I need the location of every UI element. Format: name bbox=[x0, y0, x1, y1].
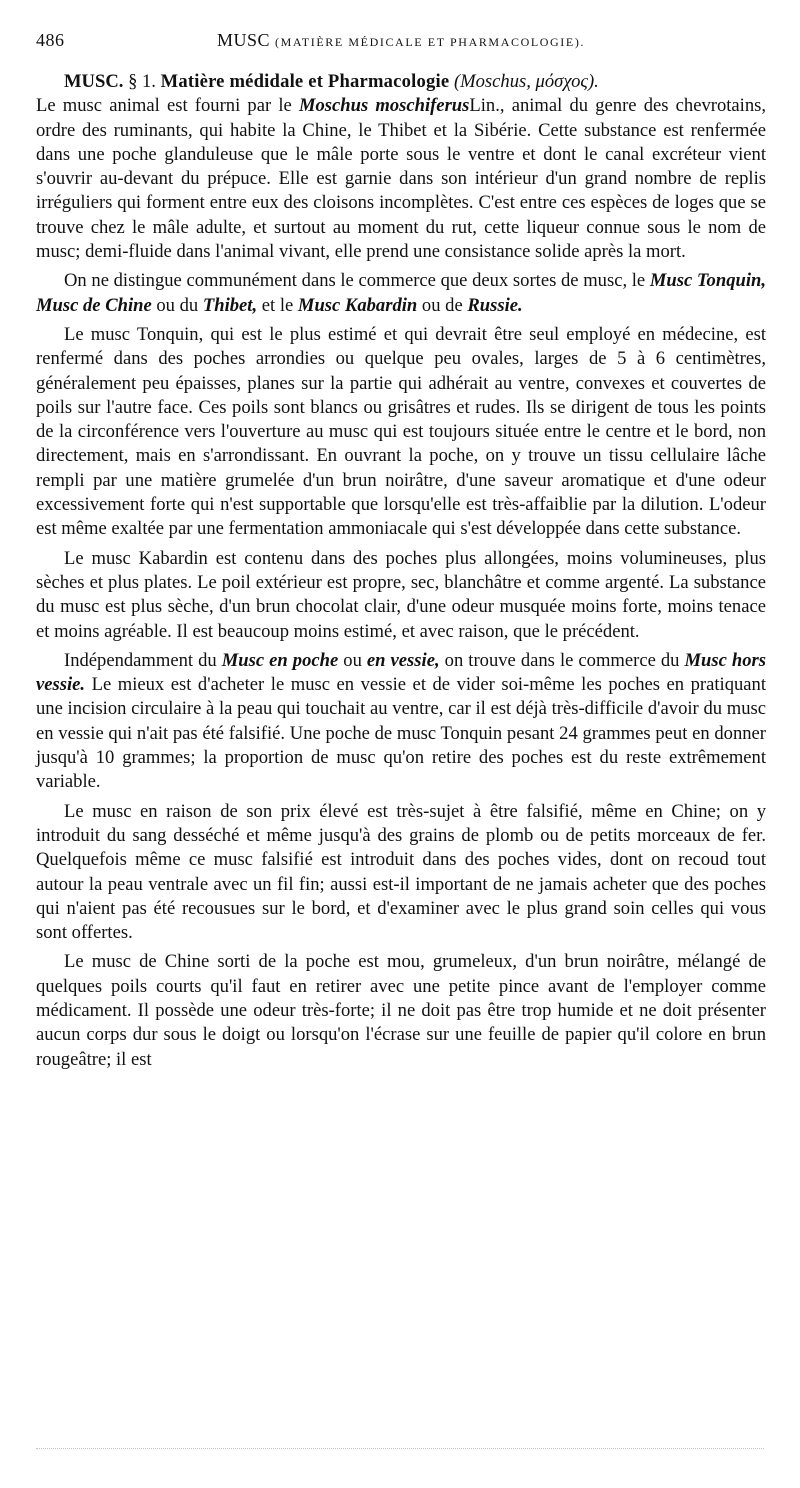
headword: MUSC. bbox=[64, 71, 124, 92]
p5-text-c: on trouve dans le commerce du bbox=[444, 649, 680, 671]
running-head bbox=[36, 30, 766, 56]
section-number: § 1. bbox=[128, 71, 156, 92]
p1-authority: Lin., bbox=[469, 95, 505, 117]
p5-text-a: Indépendamment du bbox=[64, 649, 217, 671]
paragraph-6: Le musc en raison de son prix élevé est très-sujet à être falsifié, même en Chine; on y introduit du sang desséché et même jusqu'à des grains de plomb ou de petits morceaux de fer. Quelquefois même ce musc falsifié est introduit dans des poches vides, dont on recoud tout autour la peau ventrale avec un fil fin; aussi est-il important de ne jamais acheter que des poches qui n'aient pas été recousues sur le bord, et d'examiner avec le plus grand soin celles qui vous sont offertes. bbox=[36, 800, 766, 944]
running-title-sub: (MATIÈRE MÉDICALE ET PHARMACOLOGIE). bbox=[275, 35, 586, 49]
p2-russie: Russie. bbox=[467, 294, 523, 316]
p5-en-vessie: en vessie, bbox=[366, 649, 440, 671]
p2-musc-tonquin: Musc Tonquin, bbox=[649, 270, 766, 292]
p5-text-b: ou bbox=[343, 649, 362, 671]
paragraph-3: Le musc Tonquin, qui est le plus estimé et qui devrait être seul employé en médecine, est renfermé dans des poches arrondies ou quelque peu ovales, larges de 5 à 6 centimètres, généralement peu épaisses, planes sur la partie qui adhérait au ventre, convexes et couvertes de poils sur l'autre face. Ces poils sont blancs ou grisâtres et rudes. Ils se dirigent de tous les points de la circonférence vers l'ouverture au musc qui est toujours située entre le centre et le bord, non directement, mais en s'arrondissant. En ouvrant la poche, on y trouve un tissu cellulaire lâche rempli par une matière grumelée d'un brun noirâtre, d'une saveur aromatique et d'une odeur excessivement forte qui n'est supportable que lorsqu'elle est très-affaiblie par la dilution. L'odeur est même exaltée par une fermentation ammoniacale qui s'est développée dans cette substance. bbox=[36, 323, 766, 540]
paragraph-4: Le musc Kabardin est contenu dans des poches plus allongées, moins volumineuses, plus sèches et plus plates. Le poil extérieur est propre, sec, blanchâtre et comme argenté. La substance du musc est plus sèche, d'un brun chocolat clair, d'une odeur musquée moins forte, moins tenace et moins agréable. Il est beaucoup moins estimé, et avec raison, que le précédent. bbox=[36, 547, 766, 642]
paragraph-7: Le musc de Chine sorti de la poche est mou, grumeleux, d'un brun noirâtre, mélangé de quelques poils courts qu'il faut en retirer avec une petite pince avant de l'employer comme médicament. Il possède une odeur très-forte; il ne doit pas être trop humide et ne doit présenter aucun corps dur sous le doigt ou lorsqu'on l'écrase sur une feuille de papier qu'il colore en brun rougeâtre; il est bbox=[36, 951, 766, 1070]
page-number: 486 bbox=[36, 30, 65, 50]
p1-text-a: Le musc animal est fourni par le bbox=[36, 95, 292, 117]
running-title bbox=[76, 30, 766, 51]
p2-text-a: On ne distingue communément dans le commerce que deux sortes de musc, le bbox=[64, 270, 646, 292]
paragraph-5 bbox=[36, 649, 766, 795]
p5-musc-hors-vessie: Musc hors vessie. bbox=[36, 649, 767, 696]
p2-text-d: ou de bbox=[421, 294, 463, 316]
p5-text-d: Le mieux est d'acheter le musc en vessie et de vider soi-même les poches en pratiquant une incision circulaire à la peau qui touchait au ventre, car il est déjà très-difficile d'avoir du musc en vessie qui n'ait pas été falsifié. Une poche de musc Tonquin pesant 24 grammes peut en donner jusqu'à 10 grammes; la proportion de musc qu'on retire des poches est du reste extrêmement variable. bbox=[36, 674, 767, 793]
p5-musc-en-poche: Musc en poche bbox=[221, 649, 339, 671]
p1-text-b: animal du genre des chevrotains, ordre des ruminants, qui habite la Chine, le Thibet et la Sibérie. Cette substance est renfermée dans une poche glanduleuse que le mâle porte sous le ventre et dont le canal excréteur vient s'ouvrir au-devant du prépuce. Elle est garnie dans son intérieur d'un grand nombre de replis irréguliers qui forment entre eux des cloisons incomplètes. C'est entre ces espèces de loges que se trouve chez le mâle adulte, et surtout au moment du rut, cette liqueur connue sous le nom de musc; demi-fluide dans l'animal vivant, elle prend une consistance solide après la mort. bbox=[36, 95, 767, 263]
p2-text-b: ou du bbox=[156, 294, 199, 316]
latin-name: (Moschus, μόσχος). bbox=[453, 71, 599, 92]
article-heading bbox=[36, 70, 766, 94]
p2-musc-chine: Musc de Chine bbox=[36, 294, 152, 316]
running-title-main: MUSC bbox=[216, 30, 270, 50]
p2-thibet: Thibet, bbox=[202, 294, 258, 316]
p2-musc-kabardin: Musc Kabardin bbox=[297, 294, 418, 316]
bottom-bleed-through bbox=[36, 1440, 764, 1449]
paragraph-1 bbox=[36, 94, 766, 264]
book-page bbox=[36, 30, 766, 1077]
paragraph-2 bbox=[36, 269, 766, 318]
section-title: Matière médidale et Pharmacologie bbox=[160, 71, 450, 92]
p1-species-name: Moschus moschiferus bbox=[298, 95, 470, 117]
p2-text-c: et le bbox=[261, 294, 294, 316]
